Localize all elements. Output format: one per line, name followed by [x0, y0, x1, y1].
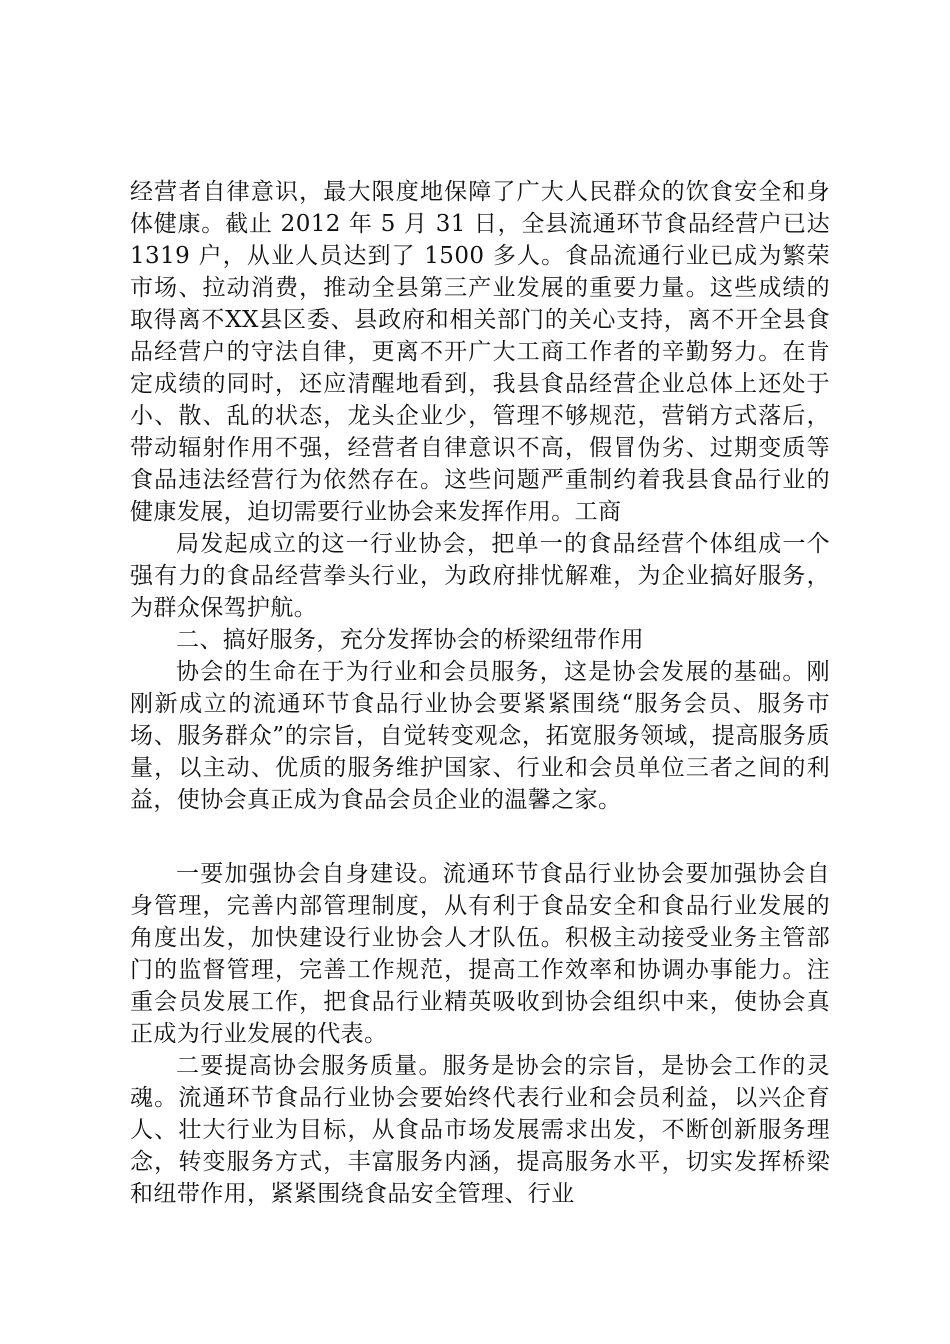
paragraph-service-quality: 二要提高协会服务质量。服务是协会的宗旨，是协会工作的灵魂。流通环节食品行业协会要始终代表行业和会员利益，以兴企育人、壮大行业为目标，从食品市场发展需求出发，不断创新服务理念，转变服务方式，丰富服务内涵，提高服务水平，切实发挥桥梁和纽带作用，紧紧围绕食品安全管理、行业: [130, 1053, 830, 1207]
document-body: [130, 176, 830, 1210]
paragraph-continuation: 经营者自律意识，最大限度地保障了广大人民群众的饮食安全和身体健康。截止 2012 年 5 月 31 日，全县流通环节食品经营户已达 1319 户，从业人员达到了 1500 多人。食品流通行业已成为繁荣市场、拉动消费，推动全县第三产业发展的重要力量。这些成绩的取得离不XX县区委、县政府和相关部门的关心支持，离不开全县食品经营户的守法自律，更离不开广大工商工作者的辛勤努力。在肯定成绩的同时，还应清醒地看到，我县食品经营企业总体上还处于小、散、乱的状态，龙头企业少，管理不够规范，营销方式落后，带动辐射作用不强，经营者自律意识不高，假冒伪劣、过期变质等食品违法经营行为依然存在。这些问题严重制约着我县食品行业的健康发展，迫切需要行业协会来发挥作用。工商: [130, 179, 830, 525]
section-heading: 二、搞好服务，充分发挥协会的桥梁纽带作用: [176, 627, 644, 653]
paragraph-service-purpose: 协会的生命在于为行业和会员服务，这是协会发展的基础。刚刚新成立的流通环节食品行业协会要紧紧围绕“服务会员、服务市场、服务群众”的宗旨，自觉转变观念，拓宽服务领域，提高服务质量，以主动、优质的服务维护国家、行业和会员单位三者之间的利益，使协会真正成为食品会员企业的温馨之家。: [130, 659, 830, 813]
paragraph-self-building: 一要加强协会自身建设。流通环节食品行业协会要加强协会自身管理，完善内部管理制度，从有利于食品安全和食品行业发展的角度出发，加快建设行业协会人才队伍。积极主动接受业务主管部门的监督管理，完善工作规范，提高工作效率和协调办事能力。注重会员发展工作，把食品行业精英吸收到协会组织中来，使协会真正成为行业发展的代表。: [130, 861, 830, 1047]
paragraph-association-role: 局发起成立的这一行业协会，把单一的食品经营个体组成一个强有力的食品经营拳头行业，为政府排忧解难，为企业搞好服务，为群众保驾护航。: [130, 531, 830, 621]
